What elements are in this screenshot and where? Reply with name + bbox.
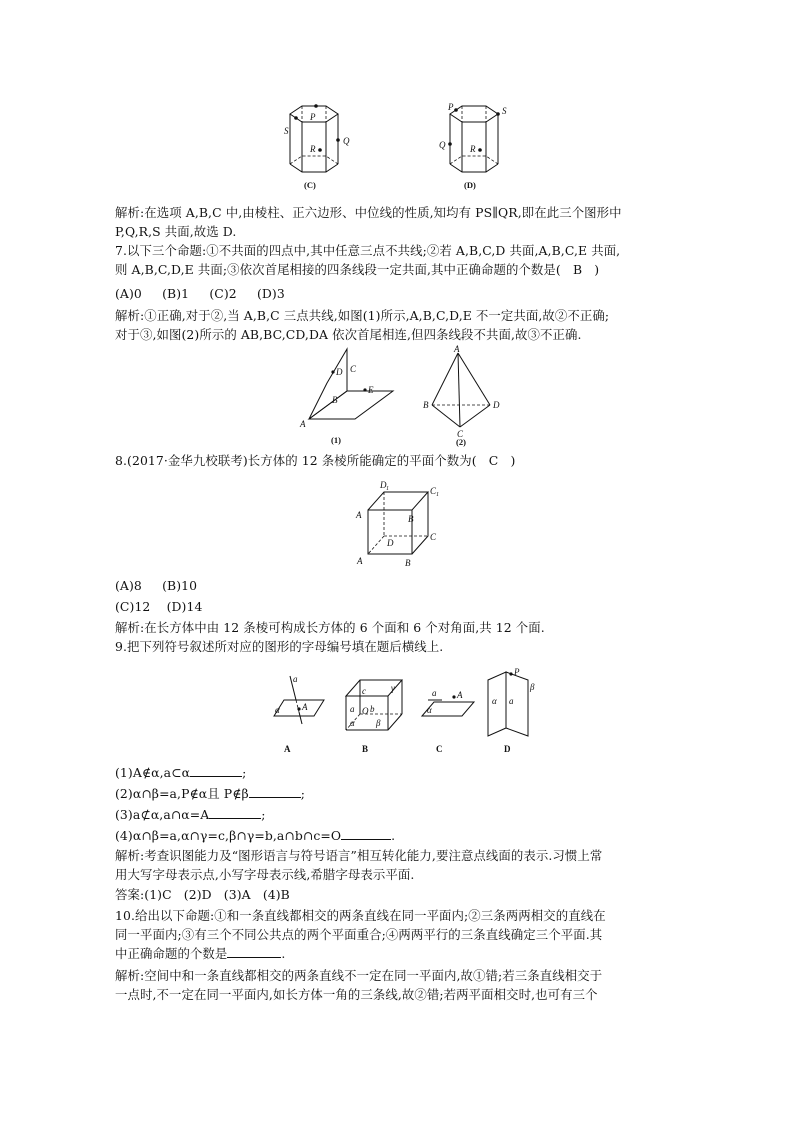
fig1-label-e: E bbox=[368, 385, 374, 395]
q10-analysis-line-1: 解析:空间中和一条直线都相交的两条直线不一定在同一平面内,故①错;若三条直线相交于 bbox=[115, 968, 603, 983]
cube-label-d1-sub: 1 bbox=[386, 486, 389, 492]
q9-blank-4[interactable] bbox=[341, 828, 391, 840]
q10-stem-line-3: 中正确命题的个数是 . bbox=[115, 946, 286, 961]
q9b-label-a: a bbox=[350, 704, 355, 714]
figure-q9-d bbox=[482, 660, 548, 756]
q9-blank-2[interactable] bbox=[249, 786, 301, 798]
q9b-label-b: b bbox=[370, 704, 375, 714]
q9d-caption: D bbox=[504, 744, 511, 754]
fig-c-label-q: Q bbox=[343, 136, 350, 146]
q10-stem-line-2: 同一平面内;③有三个不同公共点的两个平面重合;④两两平行的三条直线确定三个平面.其 bbox=[115, 927, 603, 942]
fig2-label-a: A bbox=[454, 344, 460, 354]
fig-c-label-r: R bbox=[310, 144, 316, 154]
fig-d-label-s: S bbox=[502, 106, 507, 116]
q8-options-line-1: (A)8 (B)10 bbox=[115, 578, 198, 593]
q8-options-line-2: (C)12 (D)14 bbox=[115, 599, 203, 614]
q9d-label-beta: β bbox=[530, 682, 535, 692]
q9b-label-gamma: γ bbox=[391, 683, 395, 693]
cube-label-c: C bbox=[430, 532, 437, 542]
q8-analysis: 解析:在长方体中由 12 条棱可构成长方体的 6 个面和 6 个对角面,共 12 个面. bbox=[115, 620, 545, 635]
q10-analysis-line-2: 一点时,不一定在同一平面内,如长方体一角的三条线,故②错;若两平面相交时,也可有三个 bbox=[115, 987, 598, 1002]
q9d-label-alpha: α bbox=[492, 696, 497, 706]
fig2-caption: (2) bbox=[456, 437, 466, 447]
q9-stem: 9.把下列符号叙述所对应的图形的字母编号填在题后横线上. bbox=[115, 639, 444, 654]
q9a-label-alpha: α bbox=[275, 705, 280, 715]
q9b-label-c: c bbox=[362, 686, 366, 696]
q6-analysis-line-1: 解析:在选项 A,B,C 中,由棱柱、正六边形、中位线的性质,知均有 PS∥QR,即在此三个图形中 bbox=[115, 205, 622, 220]
figure-q7-1 bbox=[295, 345, 405, 445]
fig-c-label-s: S bbox=[284, 126, 289, 136]
figure-hex-prism-c bbox=[278, 100, 358, 192]
fig1-label-a: A bbox=[300, 419, 306, 429]
fig2-label-b: B bbox=[423, 400, 429, 410]
cube-label-d1: D bbox=[380, 480, 387, 490]
q10-stem-line-1: 10.给出以下命题:①和一条直线都相交的两条直线在同一平面内;②三条两两相交的直线在 bbox=[115, 908, 606, 923]
q10-blank[interactable] bbox=[227, 946, 281, 958]
fig-d-label-q: Q bbox=[439, 140, 446, 150]
q9b-caption: B bbox=[362, 744, 369, 754]
figure-q9-c bbox=[414, 660, 480, 756]
q7-stem-line-2: 则 A,B,C,D,E 共面;③依次首尾相接的四条线段一定共面,其中正确命题的个数是( B ) bbox=[115, 262, 600, 277]
figure-hex-prism-d bbox=[438, 100, 518, 192]
q9-blank-3[interactable] bbox=[209, 807, 261, 819]
cube-label-c1: C bbox=[430, 486, 437, 496]
q6-analysis-line-2: P,Q,R,S 共面,故选 D. bbox=[115, 224, 237, 239]
fig1-label-b: B bbox=[332, 395, 338, 405]
q9b-label-alpha: α bbox=[350, 718, 355, 728]
q7-stem-line-1: 7.以下三个命题:①不共面的四点中,其中任意三点不共线;②若 A,B,C,D 共面,A,B,C,E 共面, bbox=[115, 243, 621, 258]
q9d-label-a: a bbox=[509, 696, 514, 706]
cube-label-b1: B bbox=[408, 514, 414, 524]
cube-label-b: B bbox=[405, 558, 411, 568]
q7-analysis-line-2: 对于③,如图(2)所示的 AB,BC,CD,DA 依次首尾相连,但四条线段不共面,故③不正确. bbox=[115, 327, 582, 342]
fig1-label-c: C bbox=[350, 364, 357, 374]
q9a-label-a-line: a bbox=[293, 674, 298, 684]
q9-answer: 答案:(1)C (2)D (3)A (4)B bbox=[115, 887, 290, 902]
q9-item-2: (2)α∩β=a,P∉α且 P∉β ; bbox=[115, 786, 306, 801]
q9c-label-a: a bbox=[432, 688, 437, 698]
q9-analysis-line-1: 解析:考查识图能力及“图形语言与符号语言”相互转化能力,要注意点线面的表示.习惯上常 bbox=[115, 848, 603, 863]
q9c-caption: C bbox=[436, 744, 443, 754]
figure-q8-cuboid bbox=[350, 474, 450, 570]
q9-item-3: (3)a⊄α,a∩α=A ; bbox=[115, 807, 266, 822]
q9b-label-o: O bbox=[362, 706, 369, 716]
fig-d-label-p: P bbox=[448, 102, 454, 112]
fig2-label-d: D bbox=[493, 400, 500, 410]
q9-item-1: (1)A∉α,a⊂α ; bbox=[115, 765, 247, 780]
figure-q7-2 bbox=[420, 345, 510, 445]
q9-analysis-line-2: 用大写字母表示点,小写字母表示线,希腊字母表示平面. bbox=[115, 867, 415, 882]
cube-label-c1-sub: 1 bbox=[436, 492, 439, 498]
cube-label-a: A bbox=[357, 556, 363, 566]
cube-label-d: D bbox=[387, 538, 394, 548]
q9a-caption: A bbox=[284, 744, 291, 754]
fig1-label-d: D bbox=[336, 367, 343, 377]
q9b-label-beta: β bbox=[376, 718, 381, 728]
cube-label-a1: A bbox=[356, 510, 362, 520]
q7-options: (A)0 (B)1 (C)2 (D)3 bbox=[115, 286, 285, 301]
q7-analysis-line-1: 解析:①正确,对于②,当 A,B,C 三点共线,如图(1)所示,A,B,C,D,E 不一定共面,故②不正确; bbox=[115, 308, 610, 323]
figure-q9-b bbox=[336, 660, 412, 756]
q9c-label-point-a: A bbox=[457, 690, 463, 700]
q9c-label-alpha: α bbox=[427, 705, 432, 715]
fig1-caption: (1) bbox=[331, 435, 341, 445]
q8-stem: 8.(2017·金华九校联考)长方体的 12 条棱所能确定的平面个数为( C ) bbox=[115, 453, 516, 468]
q9-item-4: (4)α∩β=a,α∩γ=c,β∩γ=b,a∩b∩c=O . bbox=[115, 828, 396, 843]
q9d-label-p: P bbox=[514, 667, 520, 677]
q9a-label-point-a: A bbox=[302, 702, 308, 712]
fig-c-label-p: P bbox=[310, 112, 316, 122]
fig-c-caption: (C) bbox=[304, 180, 316, 190]
fig-d-caption: (D) bbox=[464, 180, 476, 190]
figure-q9-a bbox=[262, 660, 328, 756]
fig2-label-c: C bbox=[457, 429, 464, 439]
fig-d-label-r: R bbox=[470, 144, 476, 154]
q9-blank-1[interactable] bbox=[190, 765, 242, 777]
